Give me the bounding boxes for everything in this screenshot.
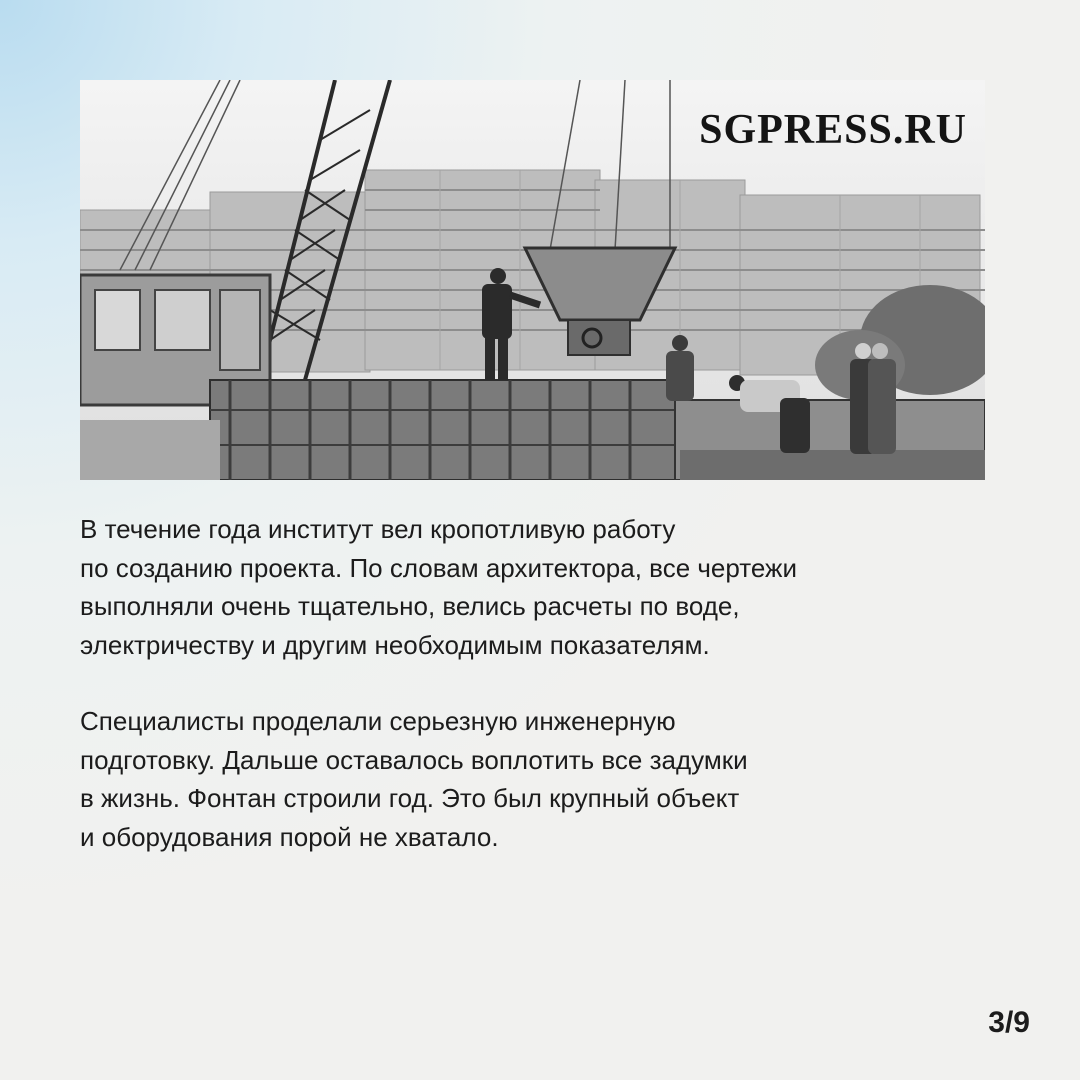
paragraph-line: Специалисты проделали серьезную инженерную: [80, 706, 676, 736]
paragraph-line: и оборудования порой не хватало.: [80, 821, 499, 852]
paragraph-line: по созданию проекта. По словам архитектора, все чертежи: [80, 552, 797, 583]
page-indicator: 3/9: [988, 1006, 1030, 1039]
paragraph-line: выполняли очень тщательно, велись расчеты по воде,: [80, 591, 740, 621]
paragraph-line: в жизнь. Фонтан строили год. Это был крупный объект: [80, 783, 740, 813]
paragraph-line: электричеству и другим необходимым показателям.: [80, 629, 710, 660]
paragraph-line: подготовку. Дальше оставалось воплотить все задумки: [80, 744, 748, 775]
archival-photo: [80, 80, 985, 480]
paragraph-2: [80, 702, 1000, 856]
body-text: [80, 510, 1000, 894]
watermark-logo: SGPRESS.RU: [699, 107, 967, 153]
paragraph-1: [80, 510, 1000, 664]
paragraph-line: В течение года институт вел кропотливую работу: [80, 514, 676, 544]
